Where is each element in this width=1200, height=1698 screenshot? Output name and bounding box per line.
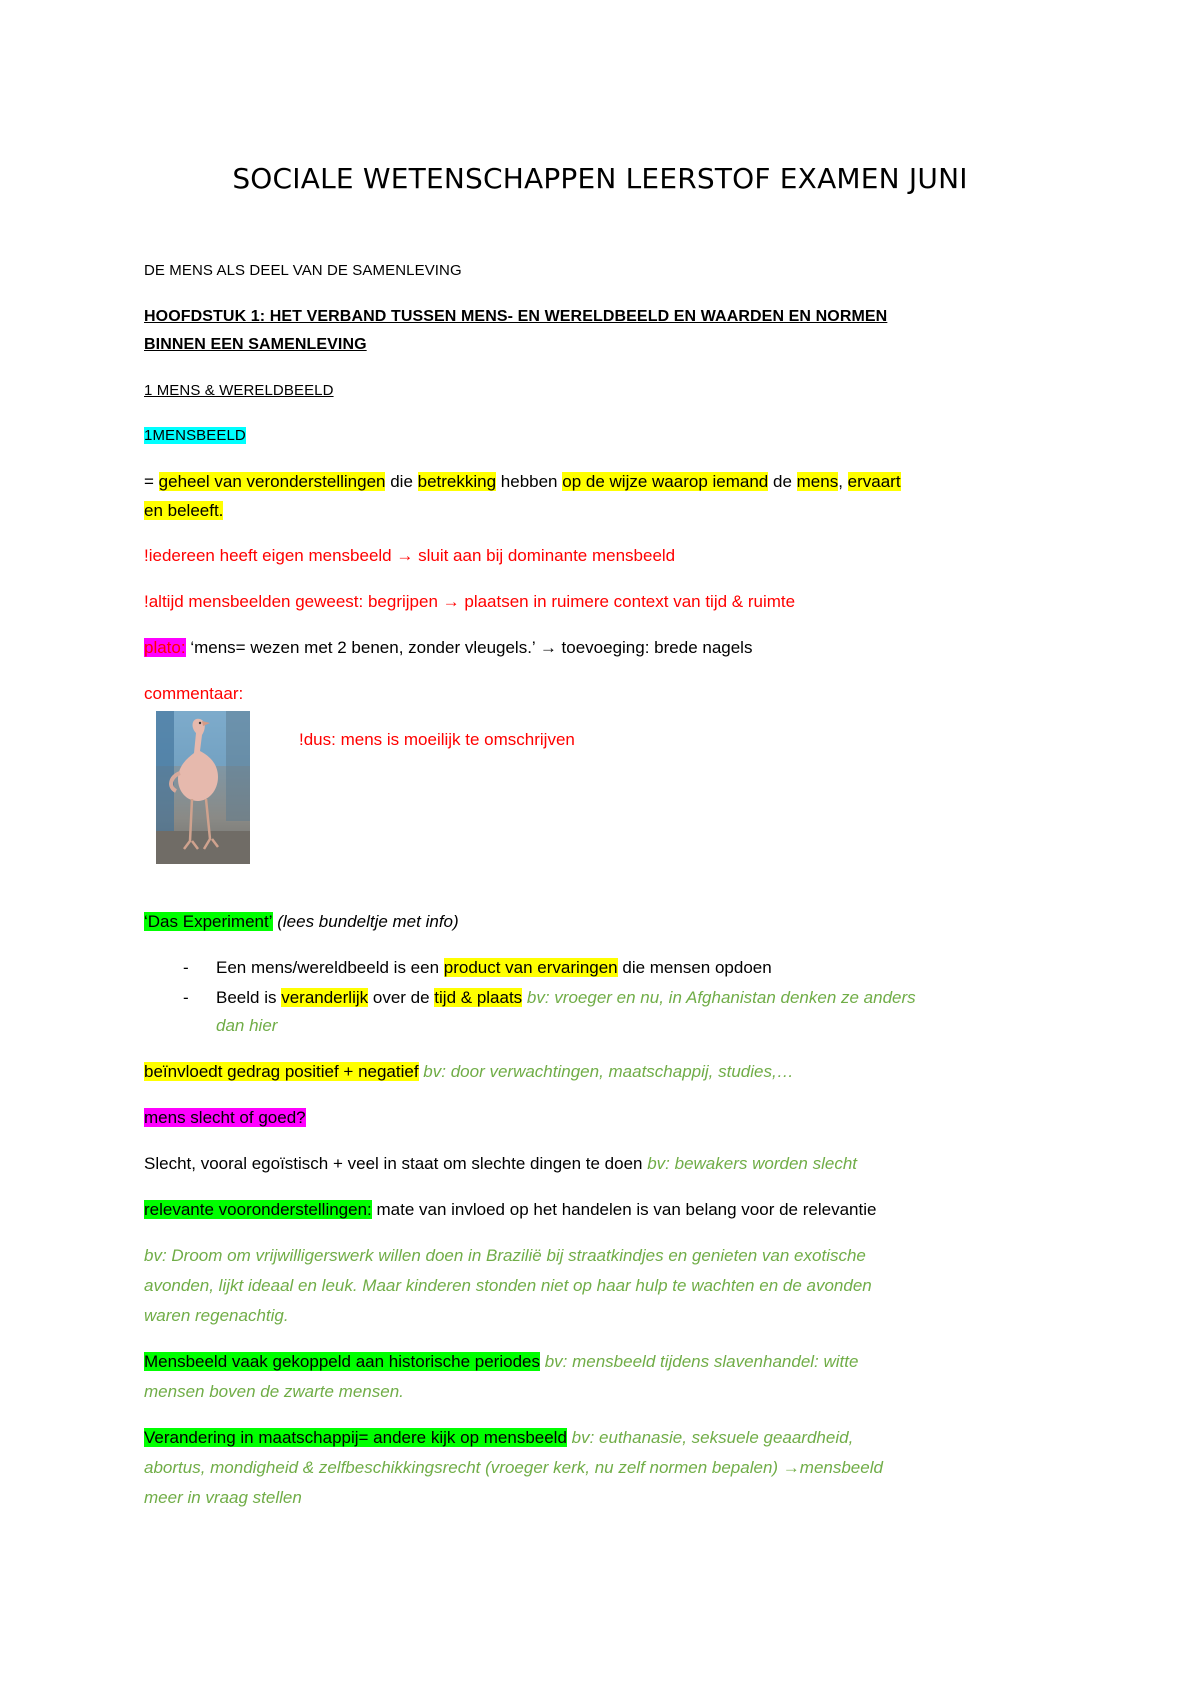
plucked-chicken-photo bbox=[156, 711, 250, 864]
definition-highlight-4: mens bbox=[796, 472, 839, 491]
arrow-right-icon: → bbox=[396, 546, 414, 565]
historisch-highlight: Mensbeeld vaak gekoppeld aan historische periodes bbox=[144, 1352, 540, 1371]
definition-text-4: hebben bbox=[496, 472, 563, 491]
relevant-line bbox=[144, 1199, 876, 1221]
beinvloedt-example: bv: door verwachtingen, maatschappij, studies,… bbox=[418, 1062, 794, 1081]
historisch-example-cont: mensen boven de zwarte mensen. bbox=[144, 1382, 404, 1401]
example-line-3: waren regenachtig. bbox=[144, 1306, 289, 1325]
bullet-1-highlight: product van ervaringen bbox=[443, 958, 618, 977]
document-title: SOCIALE WETENSCHAPPEN LEERSTOF EXAMEN JUNI bbox=[232, 162, 968, 195]
note-altijd-text: !altijd mensbeelden geweest: begrijpen bbox=[144, 592, 443, 611]
definition-highlight-2: betrekking bbox=[417, 472, 497, 491]
slecht-line bbox=[144, 1153, 857, 1175]
bullet-item-2 bbox=[216, 987, 916, 1009]
verandering-highlight: Verandering in maatschappij= andere kijk op mensbeeld bbox=[144, 1428, 567, 1447]
bullet-dash: - bbox=[183, 958, 189, 977]
definition-eq: = bbox=[144, 472, 159, 491]
verandering-line bbox=[144, 1427, 853, 1449]
arrow-right-icon: → bbox=[539, 638, 557, 657]
chapter-heading-line-2: BINNEN EEN SAMENLEVING bbox=[144, 336, 367, 353]
slecht-text: Slecht, vooral egoïstisch + veel in staat om slechte dingen te doen bbox=[144, 1154, 643, 1173]
experiment-note: (lees bundeltje met info) bbox=[272, 912, 459, 931]
chapter-heading-line-1: HOOFDSTUK 1: HET VERBAND TUSSEN MENS- EN WERELDBEELD EN WAARDEN EN NORMEN bbox=[144, 308, 888, 325]
definition-line-2 bbox=[144, 500, 223, 522]
relevant-text: mate van invloed op het handelen is van belang voor de relevantie bbox=[371, 1200, 877, 1219]
verandering-example-line-3: meer in vraag stellen bbox=[144, 1488, 302, 1507]
example-line-1: bv: Droom om vrijwilligerswerk willen doen in Brazilië bij straatkindjes en genieten van exotische bbox=[144, 1246, 866, 1265]
bullet-2-text-b: over de bbox=[368, 988, 435, 1007]
definition-text-8: , bbox=[838, 472, 848, 491]
note-dus: !dus: mens is moeilijk te omschrijven bbox=[299, 730, 575, 749]
slecht-example: bv: bewakers worden slecht bbox=[642, 1154, 857, 1173]
arrow-right-icon: → bbox=[782, 1458, 800, 1477]
slecht-of-goed-line bbox=[144, 1107, 306, 1129]
slecht-of-goed-highlight: mens slecht of goed? bbox=[144, 1108, 306, 1127]
commentaar-label: commentaar: bbox=[144, 684, 244, 703]
bullet-2-highlight-2: tijd & plaats bbox=[434, 988, 523, 1007]
experiment-label: ‘Das Experiment’ bbox=[144, 912, 273, 931]
plato-line bbox=[144, 637, 752, 659]
historisch-line bbox=[144, 1351, 858, 1373]
definition-highlight-5: ervaart bbox=[847, 472, 901, 491]
definition-text-2: die bbox=[385, 472, 418, 491]
bullet-2-example: bv: vroeger en nu, in Afghanistan denken ze anders bbox=[522, 988, 916, 1007]
plato-rest: toevoeging: brede nagels bbox=[556, 638, 753, 657]
beinvloedt-line bbox=[144, 1061, 794, 1083]
definition-highlight-1: geheel van veronderstellingen bbox=[158, 472, 386, 491]
arrow-right-icon: → bbox=[442, 592, 460, 611]
bullet-1-text: Een mens/wereldbeeld is een bbox=[216, 958, 444, 977]
definition-line-1 bbox=[144, 471, 901, 493]
verandering-example-text: abortus, mondigheid & zelfbeschikkingsrecht (vroeger kerk, nu zelf normen bepalen) bbox=[144, 1458, 783, 1477]
term-highlight: 1MENSBEELD bbox=[144, 427, 246, 444]
note-altijd-rest: plaatsen in ruimere context van tijd & ruimte bbox=[459, 592, 796, 611]
beinvloedt-highlight: beïnvloedt gedrag positief + negatief bbox=[144, 1062, 419, 1081]
note-iedereen-rest: sluit aan bij dominante mensbeeld bbox=[413, 546, 676, 565]
relevant-highlight: relevante vooronderstellingen: bbox=[144, 1200, 372, 1219]
definition-highlight-6: en beleeft. bbox=[144, 501, 224, 520]
section-heading: DE MENS ALS DEEL VAN DE SAMENLEVING bbox=[144, 262, 462, 279]
bullet-dash: - bbox=[183, 988, 189, 1007]
plato-label: plato: bbox=[144, 638, 186, 657]
definition-highlight-3: op de wijze waarop iemand bbox=[562, 472, 769, 491]
bullet-2-highlight-1: veranderlijk bbox=[281, 988, 369, 1007]
example-line-2: avonden, lijkt ideaal en leuk. Maar kinderen stonden niet op haar hulp te wachten en de avonden bbox=[144, 1276, 872, 1295]
subsection-heading: 1 MENS & WERELDBEELD bbox=[144, 382, 334, 399]
definition-text-6: de bbox=[768, 472, 797, 491]
bullet-item-1 bbox=[216, 957, 772, 979]
note-iedereen bbox=[144, 545, 675, 567]
bullet-1-rest: die mensen opdoen bbox=[617, 958, 772, 977]
bullet-2-text: Beeld is bbox=[216, 988, 282, 1007]
experiment-line bbox=[144, 911, 459, 933]
bullet-2-example-cont: dan hier bbox=[216, 1016, 278, 1035]
historisch-example: bv: mensbeeld tijdens slavenhandel: witte bbox=[539, 1352, 859, 1371]
note-iedereen-text: !iedereen heeft eigen mensbeeld bbox=[144, 546, 397, 565]
verandering-example-line-2 bbox=[144, 1457, 883, 1479]
note-altijd bbox=[144, 591, 795, 613]
verandering-example-rest: mensbeeld bbox=[799, 1458, 883, 1477]
plato-quote: ‘mens= wezen met 2 benen, zonder vleugels.’ bbox=[185, 638, 540, 657]
verandering-example: bv: euthanasie, seksuele geaardheid, bbox=[566, 1428, 854, 1447]
term-heading bbox=[144, 425, 246, 447]
